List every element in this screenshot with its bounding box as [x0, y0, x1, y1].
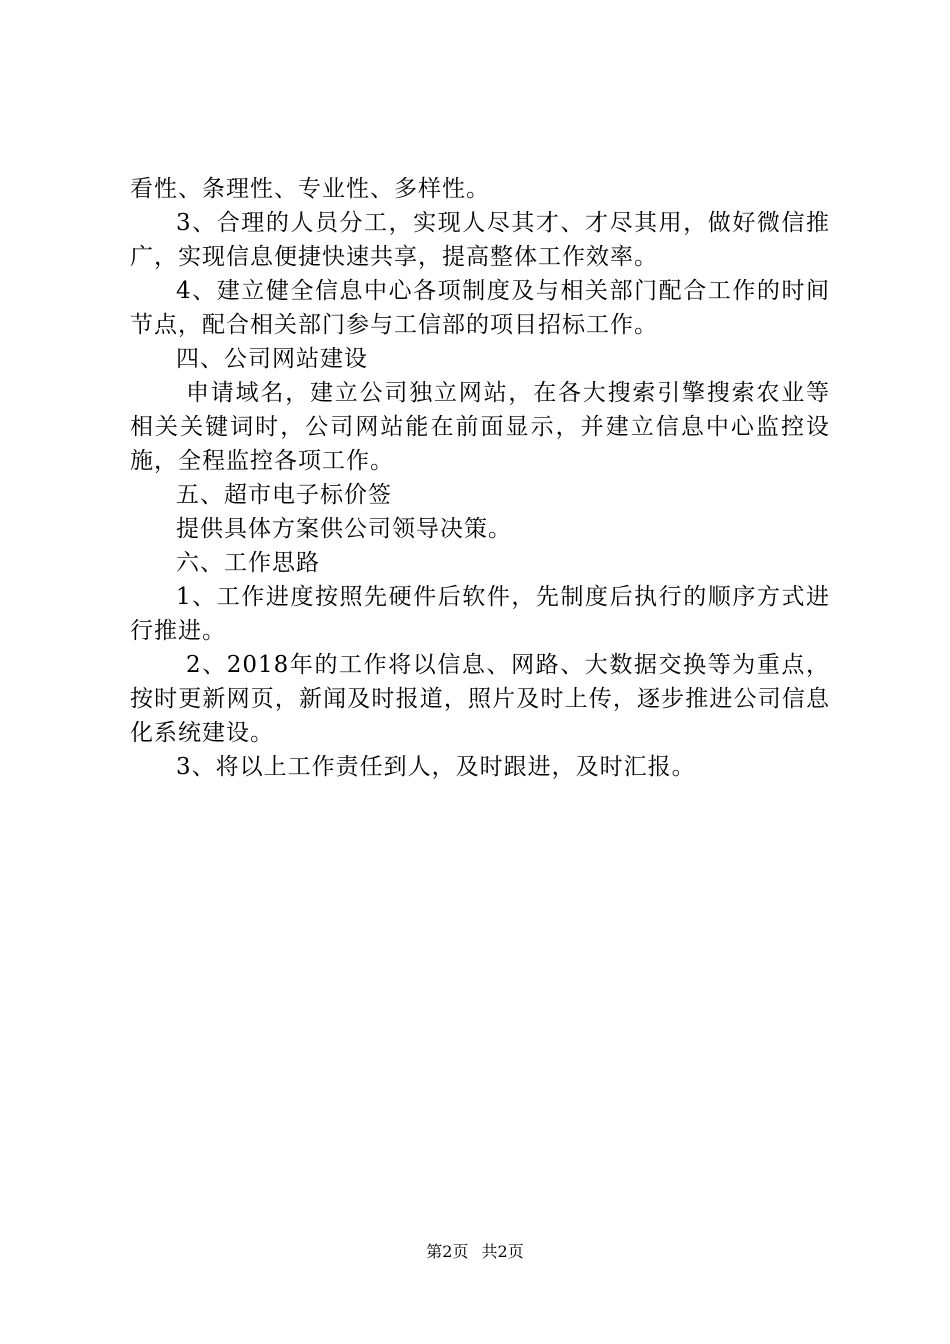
paragraph-item-4: 4、建立健全信息中心各项制度及与相关部门配合工作的时间节点，配合相关部门参与工信部的项目招标工作。	[130, 278, 830, 338]
paragraph-website-body: 申请域名，建立公司独立网站，在各大搜索引擎搜索农业等相关关键词时，公司网站能在前面显示，并建立信息中心监控设施，全程监控各项工作。	[130, 380, 830, 474]
paragraph-plan-item-2: 2、2018年的工作将以信息、网路、大数据交换等为重点，按时更新网页，新闻及时报道，照片及时上传，逐步推进公司信息化系统建设。	[130, 652, 830, 746]
page-number-current: 第2页	[426, 1242, 469, 1261]
document-body	[130, 172, 830, 784]
paragraph-plan-item-3: 3、将以上工作责任到人，及时跟进，及时汇报。	[176, 754, 696, 780]
section-heading-work-plan: 六、工作思路	[176, 550, 320, 576]
section-heading-price-tag: 五、超市电子标价签	[176, 482, 392, 508]
section-heading-website: 四、公司网站建设	[176, 346, 368, 372]
paragraph-item-3: 3、合理的人员分工，实现人尽其才、才尽其用，做好微信推广，实现信息便捷快速共享，提高整体工作效率。	[130, 210, 830, 270]
page-footer	[0, 1242, 950, 1262]
page-number-total: 共2页	[481, 1242, 524, 1261]
paragraph-price-tag-body: 提供具体方案供公司领导决策。	[176, 516, 512, 542]
paragraph-plan-item-1: 1、工作进度按照先硬件后软件，先制度后执行的顺序方式进行推进。	[130, 584, 830, 644]
paragraph-continuation: 看性、条理性、专业性、多样性。	[130, 176, 490, 202]
